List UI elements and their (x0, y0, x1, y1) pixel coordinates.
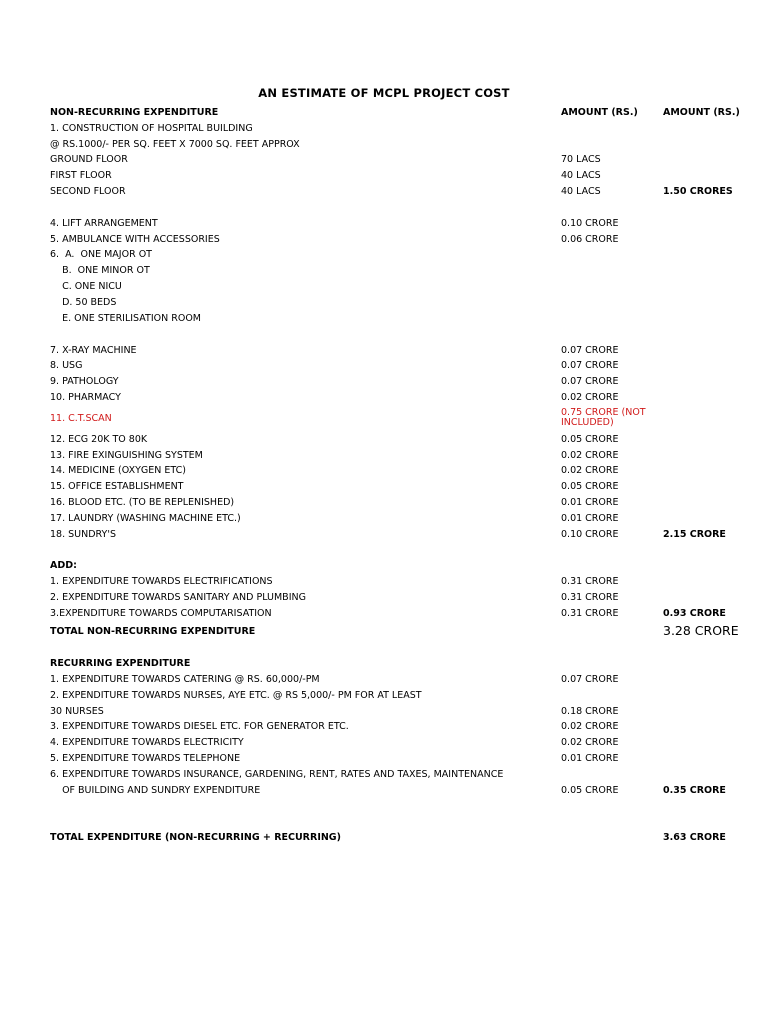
row-label: 3. EXPENDITURE TOWARDS DIESEL ETC. FOR GENERATOR ETC. (50, 721, 349, 732)
table-row (0, 658, 768, 674)
row-label: 2. EXPENDITURE TOWARDS NURSES, AYE ETC. @ RS 5,000/- PM FOR AT LEAST (50, 690, 422, 701)
row-amount: 0.02 CRORE (561, 721, 619, 732)
row-label: 15. OFFICE ESTABLISHMENT (50, 481, 184, 492)
table-row (0, 450, 768, 466)
row-label: 16. BLOOD ETC. (TO BE REPLENISHED) (50, 497, 235, 508)
row-amount: 0.01 CRORE (561, 513, 619, 524)
row-amount-excluded: 0.75 CRORE (NOT INCLUDED) (561, 407, 646, 428)
row-amount: 70 LACS (561, 154, 601, 165)
table-row (0, 297, 768, 313)
table-row (0, 737, 768, 753)
table-row (0, 170, 768, 186)
total-row (0, 623, 768, 642)
row-amount: 0.01 CRORE (561, 753, 619, 764)
row-label: OF BUILDING AND SUNDRY EXPENDITURE (50, 785, 261, 796)
row-amount: 0.06 CRORE (561, 234, 619, 245)
table-row (0, 154, 768, 170)
row-label: SECOND FLOOR (50, 186, 126, 197)
grand-total-value: 3.63 CRORE (663, 832, 726, 843)
row-label: 1. EXPENDITURE TOWARDS CATERING @ RS. 60,000/-PM (50, 674, 320, 685)
row-amount: 0.31 CRORE (561, 576, 619, 587)
amount-column-header: AMOUNT (RS.) (561, 107, 638, 118)
table-row (0, 392, 768, 408)
table-row (0, 234, 768, 250)
row-label: D. 50 BEDS (50, 297, 117, 308)
section-heading: NON-RECURRING EXPENDITURE (50, 107, 219, 118)
row-label: 8. USG (50, 360, 83, 371)
row-label: GROUND FLOOR (50, 154, 128, 165)
row-label: @ RS.1000/- PER SQ. FEET X 7000 SQ. FEET APPROX (50, 139, 300, 150)
table-row (0, 139, 768, 155)
row-label: 12. ECG 20K TO 80K (50, 434, 148, 445)
row-label: 17. LAUNDRY (WASHING MACHINE ETC.) (50, 513, 241, 524)
table-row (0, 513, 768, 529)
row-amount: 0.05 CRORE (561, 434, 619, 445)
table-row (0, 265, 768, 281)
table-row (0, 218, 768, 234)
row-amount: 0.05 CRORE (561, 785, 619, 796)
table-row (0, 360, 768, 376)
row-amount: 0.01 CRORE (561, 497, 619, 508)
row-amount: 0.02 CRORE (561, 450, 619, 461)
row-label: 2. EXPENDITURE TOWARDS SANITARY AND PLUMBING (50, 592, 306, 603)
table-row (0, 497, 768, 513)
table-row (0, 123, 768, 139)
row-label: C. ONE NICU (50, 281, 122, 292)
table-row (0, 249, 768, 265)
row-label: 7. X-RAY MACHINE (50, 345, 137, 356)
total-label: TOTAL NON-RECURRING EXPENDITURE (50, 626, 256, 637)
document-title: AN ESTIMATE OF MCPL PROJECT COST (258, 86, 510, 100)
row-subtotal: 1.50 CRORES (663, 186, 733, 197)
row-label: 9. PATHOLOGY (50, 376, 119, 387)
table-row (0, 529, 768, 545)
table-row (0, 465, 768, 481)
row-label: 5. AMBULANCE WITH ACCESSORIES (50, 234, 220, 245)
table-row (0, 481, 768, 497)
row-label: FIRST FLOOR (50, 170, 112, 181)
row-amount: 0.07 CRORE (561, 376, 619, 387)
amount-column-header-2: AMOUNT (RS.) (663, 107, 740, 118)
row-amount: 0.07 CRORE (561, 674, 619, 685)
table-row (0, 186, 768, 202)
table-row (0, 576, 768, 592)
row-amount: 40 LACS (561, 170, 601, 181)
row-amount: 0.07 CRORE (561, 345, 619, 356)
table-row (0, 674, 768, 690)
row-amount: 0.02 CRORE (561, 737, 619, 748)
row-subtotal: 2.15 CRORE (663, 529, 726, 540)
grand-total-label: TOTAL EXPENDITURE (NON-RECURRING + RECURRING) (50, 832, 341, 843)
table-row (0, 690, 768, 706)
row-label: 6. A. ONE MAJOR OT (50, 249, 152, 260)
section-heading-add: ADD: (50, 560, 77, 571)
table-row (0, 706, 768, 722)
table-row (0, 376, 768, 392)
row-label: E. ONE STERILISATION ROOM (50, 313, 201, 324)
total-value: 3.28 CRORE (663, 623, 739, 638)
row-label: 10. PHARMACY (50, 392, 121, 403)
row-amount: 0.31 CRORE (561, 592, 619, 603)
table-row (0, 769, 768, 785)
row-amount: 0.07 CRORE (561, 360, 619, 371)
row-label: 1. EXPENDITURE TOWARDS ELECTRIFICATIONS (50, 576, 273, 587)
row-amount: 0.31 CRORE (561, 608, 619, 619)
row-label: 4. EXPENDITURE TOWARDS ELECTRICITY (50, 737, 244, 748)
table-row (0, 560, 768, 576)
row-subtotal: 0.35 CRORE (663, 785, 726, 796)
row-label: 18. SUNDRY'S (50, 529, 116, 540)
row-label-excluded: 11. C.T.SCAN (50, 413, 112, 424)
row-label: 6. EXPENDITURE TOWARDS INSURANCE, GARDENING, RENT, RATES AND TAXES, MAINTENANCE (50, 769, 504, 780)
table-row (0, 753, 768, 769)
row-label: B. ONE MINOR OT (50, 265, 150, 276)
row-label: 1. CONSTRUCTION OF HOSPITAL BUILDING (50, 123, 253, 134)
row-label: 14. MEDICINE (OXYGEN ETC) (50, 465, 186, 476)
table-row (0, 592, 768, 608)
row-subtotal: 0.93 CRORE (663, 608, 726, 619)
row-label: 4. LIFT ARRANGEMENT (50, 218, 158, 229)
row-label: 13. FIRE EXINGUISHING SYSTEM (50, 450, 203, 461)
row-amount: 40 LACS (561, 186, 601, 197)
row-label: 3.EXPENDITURE TOWARDS COMPUTARISATION (50, 608, 272, 619)
table-row (0, 434, 768, 450)
table-row (0, 721, 768, 737)
table-row (0, 313, 768, 329)
table-row (0, 281, 768, 297)
row-label: 30 NURSES (50, 706, 104, 717)
header-row (0, 107, 768, 123)
grand-total-row (0, 832, 768, 848)
table-row (0, 608, 768, 624)
row-label: 5. EXPENDITURE TOWARDS TELEPHONE (50, 753, 241, 764)
row-amount: 0.10 CRORE (561, 529, 619, 540)
row-amount: 0.02 CRORE (561, 392, 619, 403)
row-amount: 0.10 CRORE (561, 218, 619, 229)
row-amount: 0.05 CRORE (561, 481, 619, 492)
table-row-excluded (0, 408, 768, 430)
table-row (0, 345, 768, 361)
row-amount: 0.02 CRORE (561, 465, 619, 476)
table-row (0, 785, 768, 801)
row-amount: 0.18 CRORE (561, 706, 619, 717)
section-heading-recurring: RECURRING EXPENDITURE (50, 658, 191, 669)
